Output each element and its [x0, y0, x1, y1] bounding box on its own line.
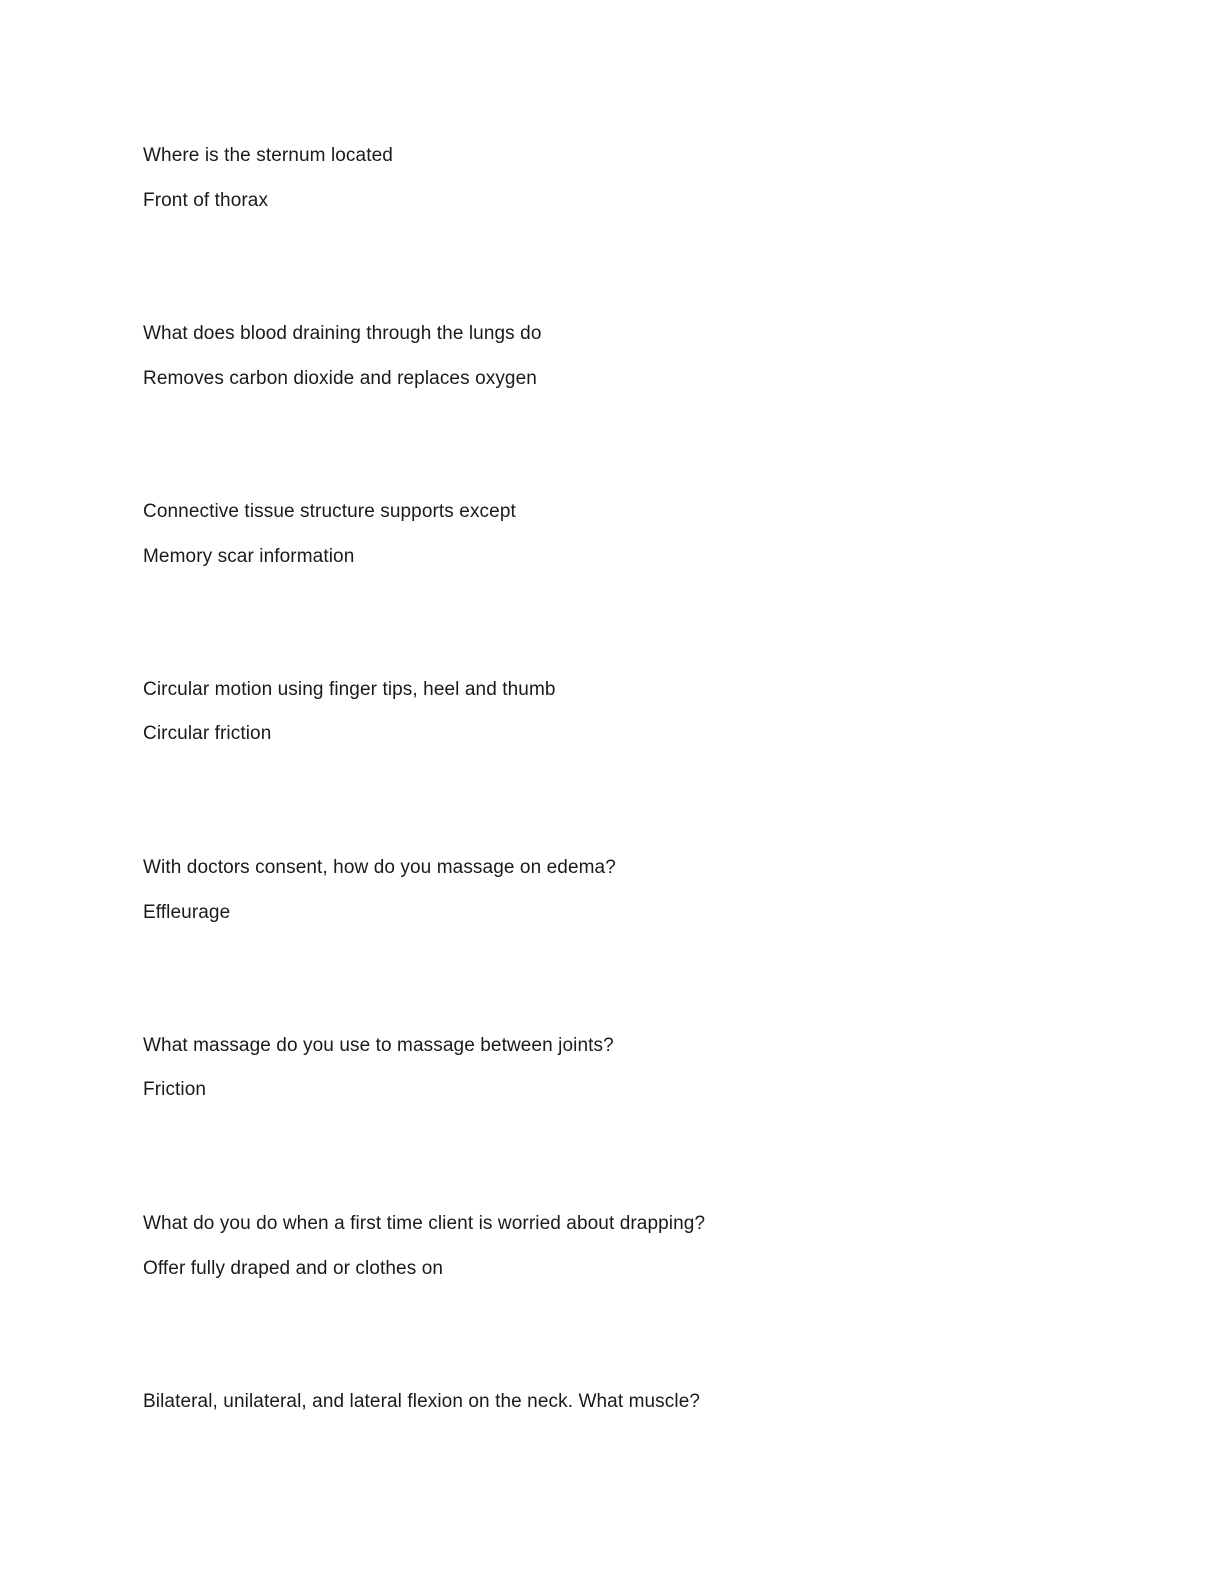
question-text: Bilateral, unilateral, and lateral flexion on the neck. What muscle? — [143, 1391, 701, 1412]
answer-text: Offer fully draped and or clothes on — [143, 1258, 444, 1279]
answer-text: Friction — [143, 1079, 207, 1100]
question-text: Circular motion using finger tips, heel and thumb — [143, 679, 556, 700]
answer-text: Memory scar information — [143, 546, 355, 567]
question-text: What does blood draining through the lungs do — [143, 323, 542, 344]
question-text: With doctors consent, how do you massage on edema? — [143, 857, 616, 878]
answer-text: Effleurage — [143, 902, 231, 923]
answer-text: Removes carbon dioxide and replaces oxygen — [143, 368, 537, 389]
question-text: Connective tissue structure supports except — [143, 501, 516, 522]
answer-text: Front of thorax — [143, 190, 269, 211]
answer-text: Circular friction — [143, 723, 272, 744]
question-text: What massage do you use to massage between joints? — [143, 1035, 614, 1056]
question-text: Where is the sternum located — [143, 145, 393, 166]
question-text: What do you do when a first time client is worried about drapping? — [143, 1213, 706, 1234]
